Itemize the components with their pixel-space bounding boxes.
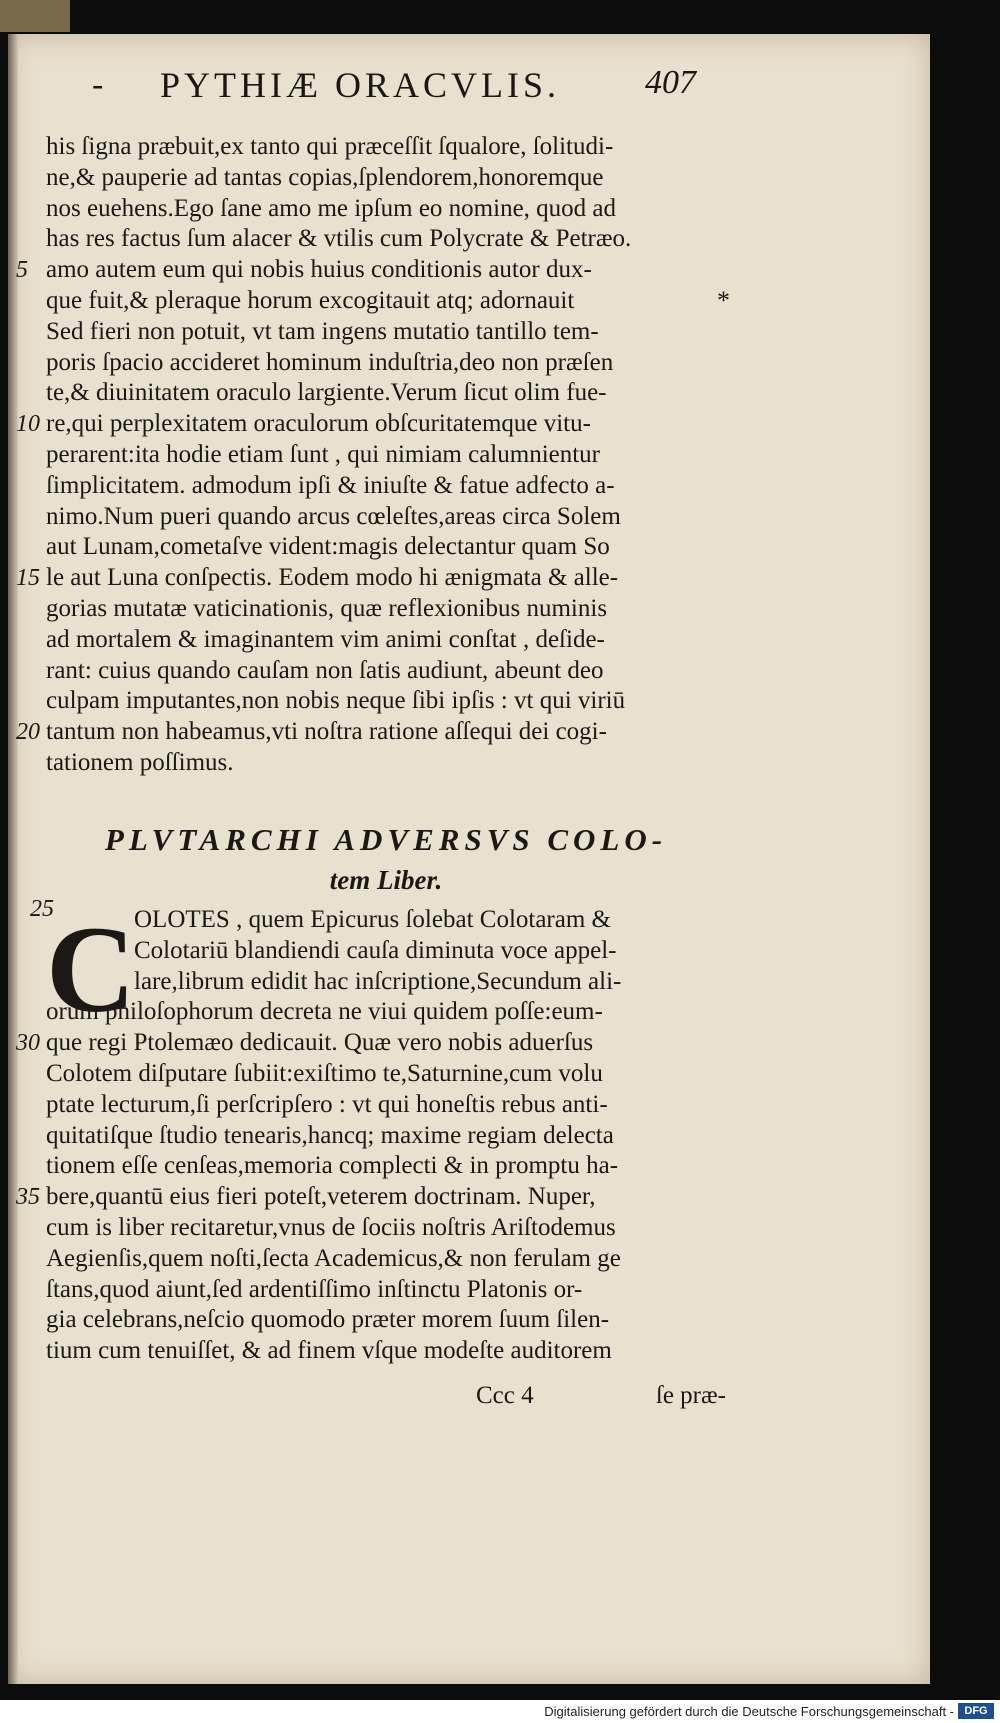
- text-line: [46, 1275, 726, 1306]
- line-text: ne,& pauperie ad tantas copias,ſplendorem,honoremque: [46, 163, 604, 191]
- line-text: amo autem eum qui nobis huius conditionis autor dux-: [46, 256, 592, 284]
- text-line: [16, 409, 726, 440]
- line-text: aut Lunam,cometaſve vident:magis delectantur quam So: [46, 533, 610, 561]
- text-line: [46, 317, 726, 348]
- text-line: [46, 378, 726, 409]
- text-line: [46, 748, 726, 779]
- line-text: tionem eſſe cenſeas,memoria complecti & in promptu ha-: [46, 1152, 619, 1180]
- line-text: nimo.Num pueri quando arcus cœleſtes,areas circa Solem: [46, 502, 621, 530]
- text-line: [46, 1121, 726, 1152]
- line-text: que fuit,& pleraque horum excogitauit atq; adornauit: [46, 286, 575, 314]
- text-line: [46, 1059, 726, 1090]
- line-text: his ſigna præbuit,ex tanto qui præceſſit ſqualore, ſolitudi-: [46, 133, 614, 160]
- digitization-footer: [0, 1700, 1000, 1723]
- line-text: quitatiſque ſtudio tenearis,hancq; maxime regiam delecta: [46, 1121, 614, 1149]
- line-text: tium cum tenuiſſet, & ad finem vſque modeſte auditorem: [46, 1337, 612, 1365]
- line-text: nos euehens.Ego ſane amo me ipſum eo nomine, quod ad: [46, 194, 617, 222]
- text-line: [46, 905, 726, 936]
- text-line: [46, 285, 730, 317]
- line-text: ſimplicitatem. admodum ipſi & iniuſte & fatue adfecto a-: [46, 471, 615, 499]
- dfg-logo: DFG: [958, 1703, 994, 1719]
- line-text: te,& diuinitatem oraculo largiente.Verum ſicut olim fue-: [46, 379, 607, 407]
- line-text: cum is liber recitaretur,vnus de ſociis noſtris Ariſtodemus: [46, 1213, 616, 1241]
- text-line: [46, 1244, 726, 1275]
- head-dash: -: [92, 66, 104, 103]
- text-line: [46, 1213, 726, 1244]
- line-number: 10: [16, 411, 40, 438]
- line-text: ptate lecturum,ſi perſcripſero : vt qui honeſtis rebus anti-: [46, 1090, 608, 1118]
- margin-mark: *: [717, 285, 730, 315]
- text-line: [46, 686, 726, 717]
- text-line: [46, 440, 726, 471]
- text-line: [16, 1028, 726, 1059]
- drop-cap-initial: C: [46, 901, 136, 1038]
- line-text: lare,librum edidit hac inſcriptione,Secundum ali-: [134, 967, 622, 995]
- line-number: 35: [16, 1184, 40, 1211]
- line-number: 15: [16, 565, 40, 592]
- signature-mark: Ccc 4: [476, 1382, 534, 1409]
- line-text: Colotariū blandiendi cauſa diminuta voce appel-: [134, 936, 617, 964]
- text-line: [46, 1151, 726, 1182]
- text-line: [46, 502, 726, 533]
- text-line: [16, 1182, 726, 1213]
- line-text: OLOTES , quem Epicurus ſolebat Colotaram &: [134, 906, 611, 933]
- text-line: [46, 967, 726, 998]
- text-line: [46, 594, 726, 625]
- text-block-oracle: [16, 132, 730, 779]
- line-text: gia celebrans,neſcio quomodo præter morem ſuum ſilen-: [46, 1306, 610, 1334]
- text-line: [16, 563, 726, 594]
- line-text: que regi Ptolemæo dedicauit. Quæ vero nobis aduerſus: [46, 1029, 594, 1057]
- text-line: [16, 255, 726, 286]
- line-text: tationem poſſimus.: [46, 748, 234, 776]
- line-text: le aut Luna conſpectis. Eodem modo hi ænigmata & alle-: [46, 564, 619, 592]
- catchword: ſe præ-: [655, 1382, 726, 1409]
- heading-line-1: PLVTARCHI ADVERSVS COLO-: [104, 822, 668, 857]
- line-number: 5: [16, 257, 28, 284]
- text-line: [46, 532, 726, 563]
- footer-credit: Digitalisierung gefördert durch die Deutsche Forschungsgemeinschaft -: [544, 1704, 954, 1719]
- line-text: perarent:ita hodie etiam ſunt , qui nimiam calumnientur: [46, 440, 601, 468]
- line-text: Colotem diſputare ſubiit:exiſtimo te,Saturnine,cum volu: [46, 1059, 603, 1087]
- line-text: ad mortalem & imaginantem vim animi conſtat , deſide-: [46, 625, 605, 653]
- line-number: 20: [16, 719, 40, 746]
- text-line: [46, 348, 726, 379]
- page-number: 407: [645, 64, 696, 101]
- text-line: [46, 194, 726, 225]
- line-text: poris ſpacio accideret hominum induſtria,deo non præſen: [46, 348, 614, 376]
- line-text: culpam imputantes,non nobis neque ſibi ipſis : vt qui viriū: [46, 687, 626, 715]
- text-line: [16, 717, 726, 748]
- line-number-25: 25: [30, 896, 54, 922]
- line-text: has res factus ſum alacer & vtilis cum Polycrate & Petræo.: [46, 225, 632, 253]
- line-text: bere,quantū eius fieri poteſt,veterem doctrinam. Nuper,: [46, 1183, 596, 1211]
- text-line: [46, 625, 726, 656]
- line-number: 30: [16, 1030, 40, 1057]
- text-line: [46, 132, 726, 163]
- binding-corner: [0, 0, 70, 32]
- section-heading: [46, 820, 726, 900]
- line-text: ſtans,quod aiunt,ſed ardentiſſimo inſtinctu Platonis or-: [46, 1275, 583, 1303]
- line-text: rant: cuius quando cauſam non ſatis audiunt, abeunt deo: [46, 656, 604, 684]
- text-line: [46, 224, 726, 255]
- text-line: [46, 1090, 726, 1121]
- line-text: orum philoſophorum decreta ne viui quidem poſſe:eum-: [46, 998, 603, 1026]
- running-head: [60, 60, 700, 110]
- text-line: [46, 936, 726, 967]
- line-text: Aegienſis,quem noſti,ſecta Academicus,& non ferulam ge: [46, 1244, 621, 1272]
- line-text: tantum non habeamus,vti noſtra ratione aſſequi dei cogi-: [46, 718, 607, 746]
- text-line: [46, 1305, 726, 1336]
- line-text: gorias mutatæ vaticinationis, quæ reflexionibus numinis: [46, 594, 608, 622]
- text-line: [46, 1336, 726, 1367]
- text-line: [46, 656, 726, 687]
- text-line: [46, 471, 726, 502]
- text-line: [46, 997, 726, 1028]
- text-line: [46, 163, 726, 194]
- catchline: [46, 1382, 726, 1412]
- running-title: PYTHIÆ ORACVLIS.: [160, 65, 561, 105]
- line-text: re,qui perplexitatem oraculorum obſcuritatemque vitu-: [46, 410, 591, 438]
- line-text: Sed fieri non potuit, vt tam ingens mutatio tantillo tem-: [46, 317, 599, 345]
- heading-line-2: tem Liber.: [329, 865, 443, 895]
